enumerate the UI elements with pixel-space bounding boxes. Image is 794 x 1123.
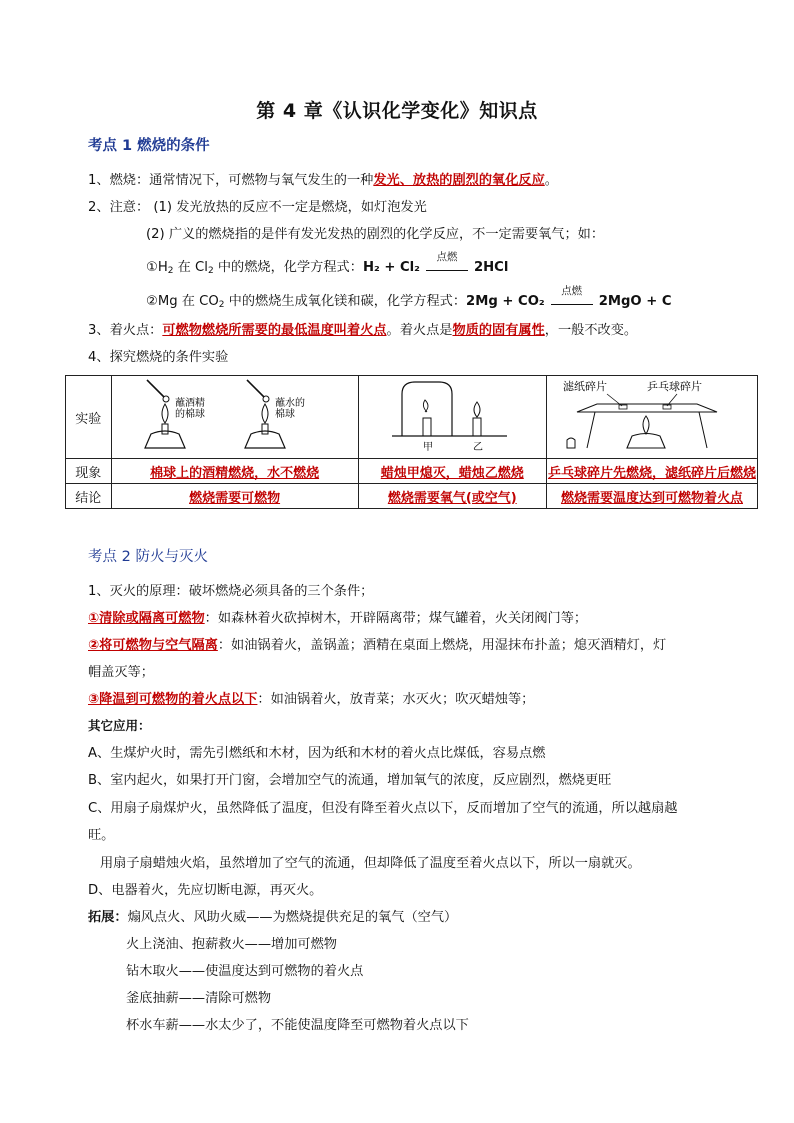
s2-line-4-text: ：如油锅着火，放青菜；水灭火；吹灭蜡烛等； bbox=[257, 692, 535, 707]
equation-1-right: 2HCl bbox=[473, 260, 509, 275]
page-title: 第 4 章《认识化学变化》知识点 bbox=[256, 100, 538, 122]
extension-line-1 bbox=[88, 909, 457, 927]
conclusion-1: 燃烧需要可燃物 bbox=[111, 484, 358, 509]
s2-line-4-key: ③降温到可燃物的着火点以下 bbox=[88, 692, 258, 707]
application-a: A、生煤炉火时，需先引燃纸和木材，因为纸和木材的着火点比煤低，容易点燃 bbox=[88, 746, 546, 761]
line-6-e: ，一般不改变。 bbox=[544, 323, 638, 338]
phenomenon-2: 蜡烛甲熄灭，蜡烛乙燃烧 bbox=[358, 459, 546, 484]
line-3: (2) 广义的燃烧指的是伴有发光发热的剧烈的化学反应，不一定需要氧气；如： bbox=[146, 227, 605, 242]
line-6-a: 3、着火点： bbox=[88, 323, 163, 338]
row-label-phenomenon: 现象 bbox=[66, 459, 112, 484]
line-4 bbox=[146, 251, 509, 280]
row-label-conclusion: 结论 bbox=[66, 484, 112, 509]
line-4-a: ①H bbox=[146, 260, 168, 275]
fig3-label-2: 乒乓球碎片 bbox=[647, 380, 702, 393]
figure-label-line: 蘸水的 bbox=[274, 398, 305, 409]
line-4-sub1: 2 bbox=[167, 266, 174, 276]
s2-line-2-key: ①清除或隔离可燃物 bbox=[88, 611, 205, 626]
line-1 bbox=[88, 172, 558, 190]
conclusion-2: 燃烧需要氧气(或空气) bbox=[358, 484, 546, 509]
fig1-label-1 bbox=[175, 396, 205, 420]
section-1-heading: 考点 1 燃烧的条件 bbox=[88, 138, 210, 154]
conclusion-3: 燃烧需要温度达到可燃物着火点 bbox=[547, 484, 758, 509]
line-1-text: 1、燃烧：通常情况下，可燃物与氧气发生的一种 bbox=[88, 173, 374, 188]
application-d: D、电器着火，先应切断电源，再灭火。 bbox=[88, 883, 323, 898]
line-6 bbox=[88, 322, 637, 340]
application-c-3: 用扇子扇蜡烛火焰，虽然增加了空气的流通，但却降低了温度至着火点以下，所以一扇就灭。 bbox=[100, 856, 641, 871]
application-c-2: 旺。 bbox=[88, 828, 115, 843]
s2-line-3b: 帽盖灭等； bbox=[88, 665, 154, 680]
line-4-c: 中的燃烧，化学方程式： bbox=[213, 260, 363, 275]
equation-1-condition-text: 点燃 bbox=[436, 251, 458, 263]
line-5-a: ②Mg 在 CO bbox=[146, 294, 219, 309]
s2-line-4 bbox=[88, 691, 534, 709]
alcohol-lamps-illustration bbox=[135, 376, 335, 454]
application-c-1: C、用扇子扇煤炉火，虽然降低了温度，但没有降至着火点以下，反而增加了空气的流通，所以越扇越 bbox=[88, 801, 678, 816]
line-4-b: 在 Cl bbox=[173, 260, 208, 275]
equation-2-bar bbox=[551, 304, 593, 305]
line-4-sub2: 2 bbox=[207, 266, 214, 276]
candles-illustration bbox=[387, 376, 517, 454]
equation-2-condition-text: 点燃 bbox=[561, 285, 583, 297]
equation-2-right: 2MgO + C bbox=[598, 294, 672, 309]
fig1-label-2 bbox=[275, 396, 305, 420]
copper-plate-illustration bbox=[547, 376, 757, 454]
phenomenon-3: 乒乓球碎片先燃烧，滤纸碎片后燃烧 bbox=[547, 459, 758, 484]
line-5-b: 中的燃烧生成氧化镁和碳，化学方程式： bbox=[224, 294, 467, 309]
s2-line-2 bbox=[88, 610, 587, 628]
line-7: 4、探究燃烧的条件实验 bbox=[88, 350, 229, 365]
s2-line-3-text: ：如油锅着火，盖锅盖；酒精在桌面上燃烧，用湿抹布扑盖；熄灭酒精灯，灯 bbox=[217, 638, 667, 653]
extension-label: 拓展： bbox=[88, 910, 128, 925]
figure-label-line: 蘸酒精 bbox=[174, 398, 205, 409]
other-applications-label: 其它应用： bbox=[88, 718, 151, 733]
fig3-label-1: 滤纸碎片 bbox=[563, 380, 607, 393]
table-row-phenomenon bbox=[66, 459, 758, 484]
equation-2-condition bbox=[551, 285, 593, 305]
fig2-label-2: 乙 bbox=[473, 442, 484, 453]
phenomenon-1: 棉球上的酒精燃烧，水不燃烧 bbox=[111, 459, 358, 484]
line-6-key-2: 物质的固有属性 bbox=[452, 323, 545, 338]
line-6-key-1: 可燃物燃烧所需要的最低温度叫着火点 bbox=[162, 323, 387, 338]
figure-label-line: 的棉球 bbox=[174, 409, 205, 420]
extension-1: 煽风点火、风助火威——为燃烧提供充足的氧气（空气） bbox=[127, 910, 458, 925]
table-row-conclusion bbox=[66, 484, 758, 509]
line-1-key: 发光、放热的剧烈的氧化反应 bbox=[373, 173, 545, 188]
fig2-label-1: 甲 bbox=[423, 442, 434, 453]
application-b: B、室内起火，如果打开门窗，会增加空气的流通，增加氧气的浓度，反应剧烈，燃烧更旺 bbox=[88, 773, 612, 788]
section-2-heading: 考点 2 防火与灭火 bbox=[88, 549, 208, 565]
row-label-experiment: 实验 bbox=[66, 376, 112, 459]
line-6-c: 。着火点是 bbox=[386, 323, 453, 338]
table-row-experiment bbox=[66, 376, 758, 459]
s2-line-2-text: ：如森林着火砍掉树木，开辟隔离带；煤气罐着，火关闭阀门等； bbox=[204, 611, 588, 626]
s2-line-3 bbox=[88, 637, 666, 655]
extension-2: 火上浇油、抱薪救火——增加可燃物 bbox=[126, 937, 337, 952]
experiment-figure-2 bbox=[358, 376, 546, 459]
equation-1-left: H₂ + Cl₂ bbox=[362, 260, 420, 275]
equation-1-condition bbox=[426, 251, 468, 271]
line-2: 2、注意： (1) 发光放热的反应不一定是燃烧，如灯泡发光 bbox=[88, 200, 427, 215]
line-1-end: 。 bbox=[544, 173, 558, 188]
s2-line-1: 1、灭火的原理：破坏燃烧必须具备的三个条件； bbox=[88, 584, 374, 599]
experiment-table bbox=[65, 375, 758, 509]
equation-2-left: 2Mg + CO₂ bbox=[466, 294, 545, 309]
extension-5: 杯水车薪——水太少了，不能使温度降至可燃物着火点以下 bbox=[126, 1018, 469, 1033]
extension-3: 钻木取火——使温度达到可燃物的着火点 bbox=[126, 964, 364, 979]
equation-1-bar bbox=[426, 270, 468, 271]
s2-line-3-key: ②将可燃物与空气隔离 bbox=[88, 638, 218, 653]
extension-4: 釜底抽薪——清除可燃物 bbox=[126, 991, 272, 1006]
figure-label-line: 棉球 bbox=[274, 409, 295, 420]
line-5 bbox=[146, 285, 672, 314]
experiment-figure-3 bbox=[547, 376, 758, 459]
experiment-figure-1 bbox=[111, 376, 358, 459]
line-5-sub: 2 bbox=[218, 300, 225, 310]
